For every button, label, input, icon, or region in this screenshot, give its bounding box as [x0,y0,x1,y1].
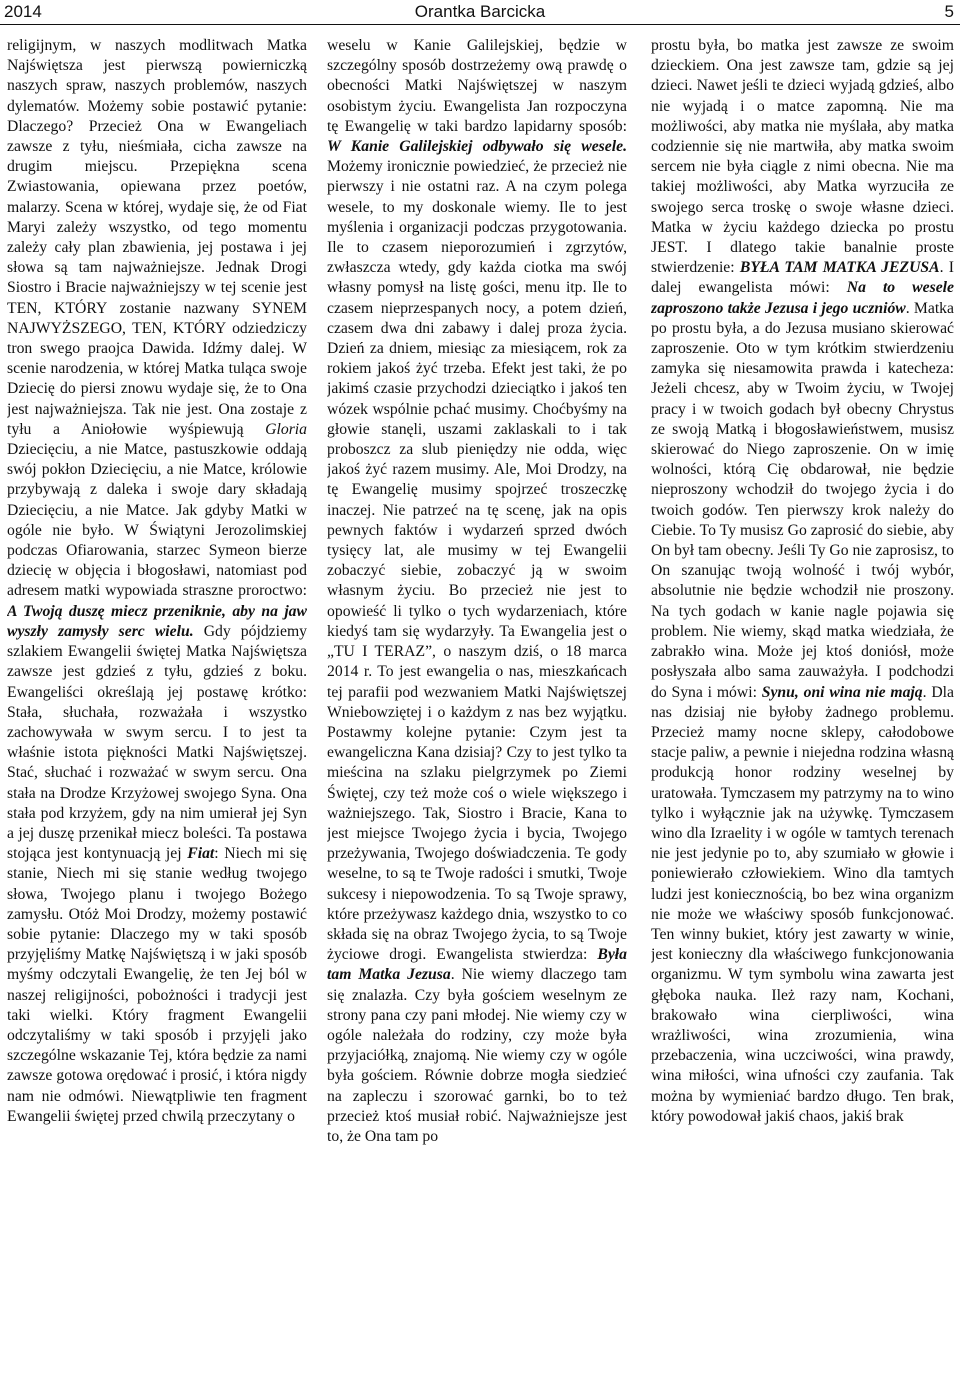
header-year: 2014 [4,2,42,21]
body-text: . Matka po prostu była, a do Jezusa musiano skierować zaproszenie. Oto w tym krótkim stwierdzeniu zamyka się niesamowita prawda i katecheza: Jeżeli chcesz, aby w Twoim życiu, w Twojej pracy i w twoich godach był obecny Chrystus ze swoją Matką i błogosławieństwem, musisz skierować do Niego zaproszenie. On w imię wolności, którą Cię obdarował, nie będzie nieproszony wchodził do twojego życia i do twoich godów. Ten pierwszy krok należy do Ciebie. To Ty musisz Go zaprosić do siebie, aby On był tam obecny. Jeśli Ty Go nie zaprosisz, to On szanując twoją wolność i twój wybór, absolutnie nie będzie wchodził nie proszony. Na tych godach w kanie nagle pojawia się problem. Nie wiemy, skąd matka wiedziała, że zabrakło wina. Może jej ktoś doniósł, może posłyszała albo sama zauważyła. I podchodzi do Syna i mówi: [651,299,954,701]
article-column-3 [651,36,954,1386]
body-text: . Dla nas dzisiaj nie byłoby żadnego problemu. Przecież mamy nocne sklepy, całodobowe stacje paliw, a pewnie i niejedna rodzina własną produkcją honor rodziny weselnej by uratowała. Tymczasem my patrzymy na to wino tylko i wyłącznie jak na używkę. Tymczasem wino dla Izraelity i w ogóle w tamtych terenach nie jest jedynie po to, aby szumiało w głowie i poniewierało człowiekiem. Wino dla tamtych ludzi jest koniecznością, bo bez wina organizm nie może we właściwy sposób funkcjonować. Ten winny bukiet, który jest zawarty w winie, jest konieczny dla właściwego funkcjonowania organizmu. W tym symbolu wina zawarta jest głęboka nauka. Ileż razy nam, Kochani, brakowało wina cierpliwości, wina wrażliwości, wina zrozumienia, wina przebaczenia, wina uczciwości, wina prawdy, wina miłości, wina ufności czy zaufania. Tak można by wymieniać bardzo długo. Ten brak, który powodował jakiś chaos, jakiś brak [651,683,954,1125]
body-text: weselu w Kanie Galilejskiej, będzie w szczególny sposób dostrzeżemy ową prawdę o obecności Matki Najświętszej w naszym osobistym życiu. Ewangelista Jan rozpoczyna tę Ewangelię w taki bardzo lapidarny sposób: [327,37,627,135]
body-text: Gdy pójdziemy szlakiem Ewangelii świętej Matka Najświętsza zawsze jest gdzieś z tyłu, gdzieś z boku. Ewangeliści określają jej postawę krótko: Stała, słuchała, rozważała i wszystko zachowywała w swym sercu. I to jest ta właśnie istota piękności Matki Najświętszej. Stać, słuchać i rozważać w swym sercu. Ona stała na Drodze Krzyżowej swojego Syna. Ona stała pod krzyżem, gdy na nim umierał jej Syn a jej duszę przenikał miecz boleści. Ta postawa stojąca jest kontynuacją jej [7,622,307,863]
page-header [0,0,960,25]
article-column-2 [327,36,627,1386]
emphasis-text: W Kanie Galilejskiej odbywało się wesele. [327,138,627,156]
body-text: prostu była, bo matka jest zawsze ze swoim dzieckiem. Ona jest zawsze tam, gdzie są jej dzieci. Nawet jeśli te dzieci wyjadą gdzieś, albo nie wyjadą i o matce zapomną. Nie ma możliwości, aby matka nie myślała, aby matka codziennie się nie martwiła, aby matka swoim sercem nie była ciągle z nimi obecna. Nie ma takiej możliwości, aby Matka wyrzuciła ze swojego serca troskę o swoje własne dzieci. Matka w życiu każdego dziecka po prostu JEST. I dlatego takie banalnie proste stwierdzenie: [651,37,954,277]
body-text: Możemy ironicznie powiedzieć, że przecież nie pierwszy i nie ostatni raz. A na czym polega wesele, to my doskonale wiemy. Ile to jest myślenia i organizacji podczas przygotowania. Ile to czasem nieporozumień i zgrzytów, zwłaszcza wtedy, gdy każda ciotka ma swój własny pomysł na listę gości, menu itp. Ile to czasem nieprzespanych nocy, a potem dzień, czasem dwa dni zabawy i dalej proza życia. Dzień za dniem, miesiąc za miesiącem, rok za rokiem jakoś żyć trzeba. Efekt jest taki, że po jakimś czasie przychodzi dzieciątko i jakoś ten wózek wspólnie pchać musimy. Choćbyśmy na głowie stanęli, uszami zaklaskali to i tak proboszcz za slub pieniędzy nie odda, więc jakoś żyć razem musimy. Ale, Moi Drodzy, na tę Ewangelię musimy spojrzeć troszeczkę inaczej. Nie patrzeć na tę scenę, jak na opis pewnych faktów i wydarzeń sprzed dwóch tysięcy lat, ale musimy w tej Ewangelii zobaczyć siebie, zobaczyć ją w swoim własnym życiu. Bo przecież nie jest to opowieść li tylko o tych wydarzeniach, które kiedyś tam się wydarzyły. Ta Ewangelia jest o „TU I TERAZ”, o naszym dziś, o 18 marca 2014 r. To jest ewangelia o nas, mieszkańcach tej parafii pod wezwaniem Matki Najświętszej Wniebowziętej i o każdym z nas bez wyjątku. Postawmy kolejne pytanie: Czym jest ta ewangeliczna Kana dzisiaj? Czy to jest tylko ta mieścina na szlaku pielgrzymek po Ziemi Świętej, czy też może coś o wiele większego i ważniejszego. Tak, Siostro i Bracie, Kana to jest miejsce Twojego życia i bycia, Twojego przeżywania, Twojego doświadczenia. Te gody weselne, to są te Twoje radości i smutki, Twoje sukcesy i niepowodzenia. To są Twoje sprawy, które przeżywasz każdego dnia, wszystko to co składa się na obraz Twojego życia, to są Twoje życiowe drogi. Ewangelista stwierdza: [327,158,627,964]
page-number: 5 [944,2,954,21]
body-text: religijnym, w naszych modlitwach Matka Najświętsza jest pierwszą powierniczką naszych spraw, naszych problemów, naszych dylematów. Możemy sobie postawić pytanie: Dlaczego? Przecież Ona w Ewangeliach zawsze z tyłu, nieśmiała, cicha zawsze na drugim miejscu. Przepiękna scena Zwiastowania, opiewana przez poetów, malarzy. Scena w której, wydaje się, że od Fiat Maryi zależy wszystko, od tego momentu zależy cały plan zbawienia, jej postawa i jej słowa są tam najważniejsze. Jednak Drogi Siostro i Bracie najważniejszy w tej scenie jest TEN, KTÓRY zostanie nazwany SYNEM NAJWYŻSZEGO, TEN, KTÓRY odziedziczy tron swego praojca Dawida. Idźmy dalej. W scenie narodzenia, w której Matka tuląca swoje Dziecię do piersi znowu wydaje się, że to Ona jest najważniejsza. Tak nie jest. Ona zostaje z tyłu a Aniołowie wyśpiewują [7,37,307,438]
emphasis-text: Gloria [265,420,307,438]
emphasis-text: Była tam Matka Jezusa [327,946,627,984]
body-text: Dziecięciu, a nie Matce, pastuszkowie oddają swój pokłon Dziecięciu, a nie Matce, królowie przybywają z daleka i swoje dary składają Dziecięciu, a nie Matce. Jak gdyby Matki w ogóle nie było. W Świątyni Jerozolimskiej podczas Ofiarowania, starzec Symeon bierze dziecię w objęcia i błogosławi, natomiast pod adresem matki wypowiada straszne proroctwo: [7,441,307,600]
body-text: : Niech mi się stanie, Niech mi się stanie według twojego słowa, Twojego planu i twojego Bożego zamysłu. Otóż Moi Drodzy, możemy postawić sobie pytanie: Dlaczego my w taki sposób przyjęliśmy Matkę Najświętszą i w jaki sposób myśmy odczytali Ewangelię, że ten Jej ból w naszej religijności, pobożności i tradycji jest taki wielki. Który fragment Ewangelii odczytaliśmy w taki sposób i przyjęli jako szczególne wskazanie Tej, która będzie za nami zawsze gotowa orędować i prosić, i która nigdy nam nie odmówi. Niewątpliwie ten fragment Ewangelii świętej przed chwilą przeczytany o [7,845,307,1125]
emphasis-text: Na to wesele zaproszono także Jezusa i jego uczniów [651,279,954,317]
emphasis-text: BYŁA TAM MATKA JEZUSA [739,259,940,277]
emphasis-text: Fiat [187,845,215,863]
publication-title: Orantka Barcicka [414,2,546,21]
article-column-1 [7,36,307,1386]
body-text: . I dalej ewangelista mówi: [651,259,954,297]
emphasis-text: A Twoją duszę miecz przeniknie, aby na jaw wyszły zamysły serc wielu. [7,602,307,640]
body-text: . Nie wiemy dlaczego tam się znalazła. Czy była gościem weselnym ze strony pana czy pani młodej. Nie wiemy czy w ogóle należała do rodziny, czy może była przyjaciółką, znajomą. Nie wiemy czy w ogóle była gościem. Równie dobrze mogła siedzieć na zapleczu i szorować garnki, bo to też przecież ktoś musiał robić. Najważniejsze jest to, że Ona tam po [327,966,627,1145]
emphasis-text: Synu, oni wina nie mają [761,683,923,701]
